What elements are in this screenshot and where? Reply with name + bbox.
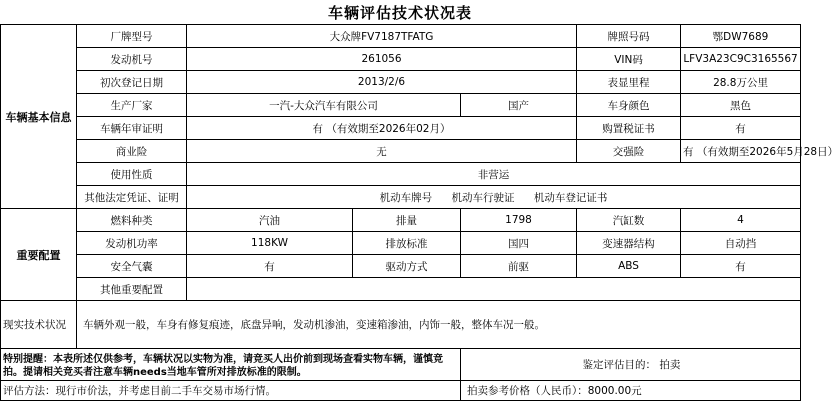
compulsory-insurance-value: 有 （有效期至2026年5月28日） [681,140,801,163]
origin-value: 国产 [461,94,577,117]
row-brand [1,25,801,48]
condition-value: 车辆外观一般，车身有修复痕迹，底盘异响，发动机渗油，变速箱渗油，内饰一般，整体车况一般。 [77,301,801,349]
cylinder-value: 4 [681,209,801,232]
gearbox-value: 自动挡 [681,232,801,255]
displacement-label: 排量 [353,209,461,232]
doc-plate: 机动车牌号 [379,191,433,204]
row-registration [1,71,801,94]
plate-label: 牌照号码 [577,25,681,48]
row-power [1,232,801,255]
brand-value: 大众牌FV7187TFATG [187,25,577,48]
inspection-label: 车辆年审证明 [77,117,187,140]
section-config: 重要配置 [1,209,77,301]
row-airbag [1,255,801,278]
other-config-label: 其他重要配置 [77,278,187,301]
abs-label: ABS [577,255,681,278]
special-notice: 特别提醒：本表所述仅供参考，车辆状况以实物为准，请竞买人出价前到现场查看实物车辆，谨慎竞拍。提请相关竞买者注意车辆needs当地车管所对排放标准的限制。 [1,349,461,381]
row-maker [1,94,801,117]
documents-value [187,186,801,209]
condition-label: 现实技术状况 [1,301,77,349]
fuel-label: 燃料种类 [77,209,187,232]
doc-license: 机动车行驶证 [451,191,515,204]
row-footer [1,381,801,401]
usage-value: 非营运 [187,163,801,186]
fuel-value: 汽油 [187,209,353,232]
assessment-method: 评估方法：现行市价法，并考虑目前二手车交易市场行情。 [1,381,461,401]
inspection-value: 有 （有效期至2026年02月） [187,117,577,140]
row-documents [1,186,801,209]
abs-value: 有 [681,255,801,278]
row-notice [1,349,801,381]
usage-label: 使用性质 [77,163,187,186]
tax-label: 购置税证书 [577,117,681,140]
row-other-config [1,278,801,301]
row-insurance [1,140,801,163]
engine-label: 发动机号 [77,48,187,71]
compulsory-insurance-label: 交强险 [577,140,681,163]
section-basic-info: 车辆基本信息 [1,25,77,209]
color-value: 黑色 [681,94,801,117]
registration-value: 2013/2/6 [187,71,577,94]
drive-label: 驱动方式 [353,255,461,278]
commercial-insurance-value: 无 [187,140,577,163]
row-condition [1,301,801,349]
assessment-purpose: 鉴定评估目的： 拍卖 [577,349,801,381]
documents-label: 其他法定凭证、证明 [77,186,187,209]
registration-label: 初次登记日期 [77,71,187,94]
color-label: 车身颜色 [577,94,681,117]
displacement-value: 1798 [461,209,577,232]
brand-label: 厂牌型号 [77,25,187,48]
other-config-value [187,278,801,301]
emission-label: 排放标准 [353,232,461,255]
engine-value: 261056 [187,48,577,71]
row-engine [1,48,801,71]
emission-value: 国四 [461,232,577,255]
row-inspection [1,117,801,140]
page-title: 车辆评估技术状况表 [327,4,472,22]
vin-value: LFV3A23C9C3165567 [681,48,801,71]
mileage-label: 表显里程 [577,71,681,94]
assessment-table [0,24,838,401]
airbag-label: 安全气囊 [77,255,187,278]
plate-value: 鄂DW7689 [681,25,801,48]
power-label: 发动机功率 [77,232,187,255]
row-fuel [1,209,801,232]
gearbox-label: 变速器结构 [577,232,681,255]
cylinder-label: 汽缸数 [577,209,681,232]
doc-registration: 机动车登记证书 [533,191,608,204]
power-value: 118KW [187,232,353,255]
reference-price: 拍卖参考价格（人民币）：8000.00元 [461,381,801,401]
mileage-value: 28.8万公里 [681,71,801,94]
row-usage [1,163,801,186]
maker-label: 生产厂家 [77,94,187,117]
tax-value: 有 [681,117,801,140]
vin-label: VIN码 [577,48,681,71]
commercial-insurance-label: 商业险 [77,140,187,163]
maker-value: 一汽-大众汽车有限公司 [187,94,461,117]
drive-value: 前驱 [461,255,577,278]
airbag-value: 有 [187,255,353,278]
